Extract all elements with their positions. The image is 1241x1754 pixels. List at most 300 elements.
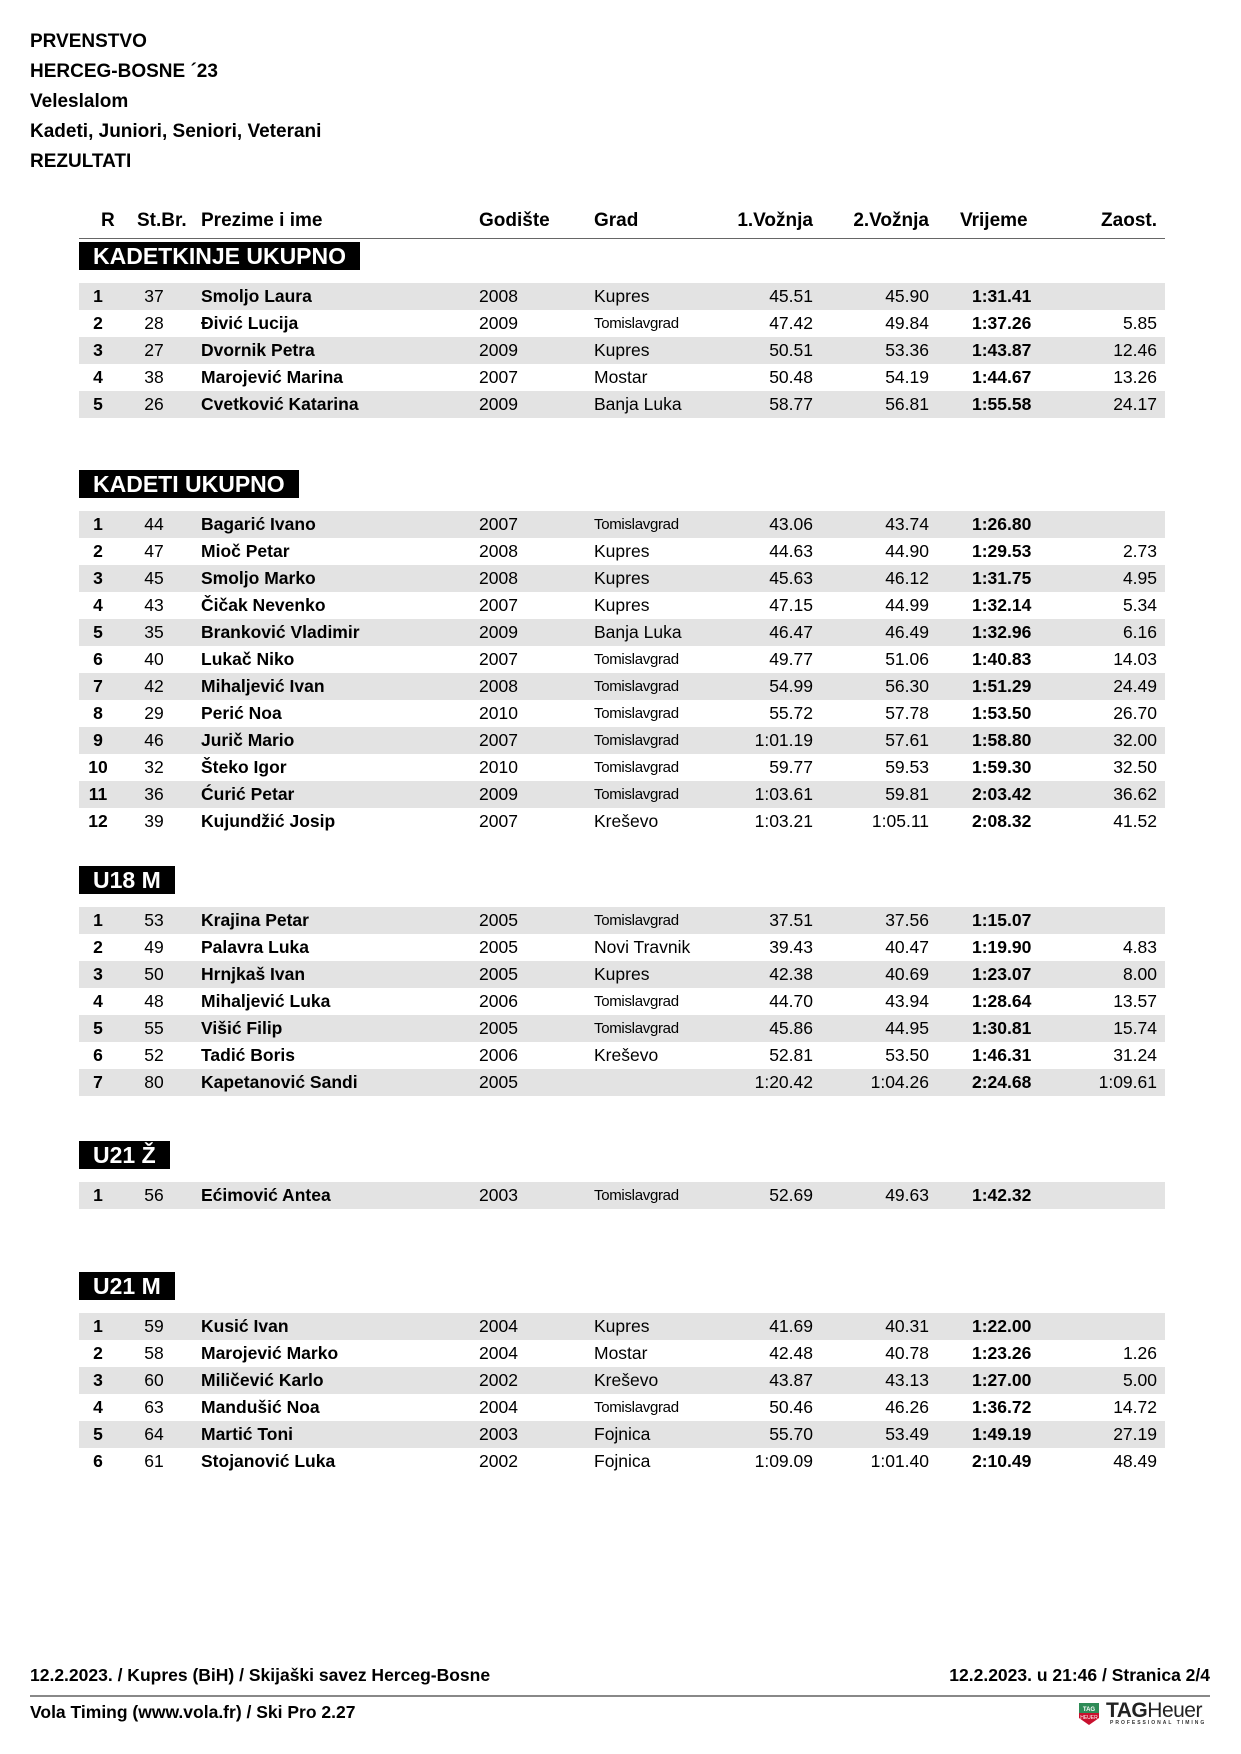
cell-time: 1:26.80 <box>972 514 1032 534</box>
cell-bib: 52 <box>144 1045 164 1065</box>
cell-city: Kupres <box>594 1316 650 1336</box>
cell-rank: 1 <box>93 514 103 534</box>
cell-diff: 27.19 <box>1113 1424 1157 1444</box>
cell-diff: 26.70 <box>1113 703 1157 723</box>
cell-rank: 4 <box>93 595 103 615</box>
cell-city: Tomislavgrad <box>594 912 679 929</box>
col-diff-header: Zaost. <box>1101 210 1157 231</box>
cell-run2: 40.47 <box>885 937 929 957</box>
cell-run2: 57.78 <box>885 703 929 723</box>
cell-run1: 52.81 <box>769 1045 813 1065</box>
cell-name: Miličević Karlo <box>201 1370 324 1390</box>
cell-time: 1:44.67 <box>972 367 1032 387</box>
cell-rank: 6 <box>93 1045 103 1065</box>
category-label: KADETKINJE UKUPNO <box>79 242 360 270</box>
cell-run1: 44.70 <box>769 991 813 1011</box>
cell-rank: 5 <box>93 622 103 642</box>
table-row <box>79 907 1165 934</box>
table-row <box>79 646 1165 673</box>
cell-year: 2008 <box>479 676 518 696</box>
table-row <box>79 1340 1165 1367</box>
cell-diff: 41.52 <box>1113 811 1157 831</box>
cell-year: 2003 <box>479 1424 518 1444</box>
cell-run1: 49.77 <box>769 649 813 669</box>
cell-name: Čičak Nevenko <box>201 595 326 615</box>
results-section <box>79 1141 1165 1205</box>
table-row <box>79 754 1165 781</box>
cell-time: 1:30.81 <box>972 1018 1032 1038</box>
title-line: REZULTATI <box>30 151 132 172</box>
cell-time: 2:03.42 <box>972 784 1032 804</box>
cell-diff: 8.00 <box>1122 964 1157 984</box>
results-section <box>79 866 1165 1092</box>
table-row <box>79 1313 1165 1340</box>
cell-name: Mihaljević Ivan <box>201 676 325 696</box>
svg-text:HEUER: HEUER <box>1080 1715 1098 1721</box>
cell-run1: 55.70 <box>769 1424 813 1444</box>
col-run1-header: 1.Vožnja <box>737 210 813 231</box>
table-row <box>79 511 1165 538</box>
cell-diff: 14.03 <box>1113 649 1157 669</box>
cell-diff: 2.73 <box>1122 541 1157 561</box>
cell-rank: 6 <box>93 649 103 669</box>
cell-city: Tomislavgrad <box>594 315 679 332</box>
cell-time: 1:23.26 <box>972 1343 1032 1363</box>
cell-year: 2007 <box>479 730 518 750</box>
cell-run2: 59.53 <box>885 757 929 777</box>
cell-run1: 47.15 <box>769 595 813 615</box>
cell-rank: 10 <box>88 757 108 777</box>
cell-run2: 43.74 <box>885 514 929 534</box>
cell-city: Tomislavgrad <box>594 678 679 695</box>
cell-time: 1:58.80 <box>972 730 1032 750</box>
cell-rank: 2 <box>93 1343 103 1363</box>
cell-run1: 1:09.09 <box>754 1451 813 1471</box>
cell-time: 1:59.30 <box>972 757 1032 777</box>
table-row <box>79 364 1165 391</box>
results-table <box>79 1182 1165 1209</box>
cell-run2: 53.36 <box>885 340 929 360</box>
cell-name: Palavra Luka <box>201 937 309 957</box>
cell-rank: 12 <box>88 811 108 831</box>
cell-name: Tadić Boris <box>201 1045 296 1065</box>
cell-run2: 43.94 <box>885 991 929 1011</box>
cell-rank: 3 <box>93 1370 103 1390</box>
tagheuer-wordmark: TAGHeuer <box>1106 1699 1202 1722</box>
footer-page-info: 12.2.2023. u 21:46 / Stranica 2/4 <box>949 1665 1210 1685</box>
cell-diff: 48.49 <box>1113 1451 1157 1471</box>
table-row <box>79 781 1165 808</box>
cell-rank: 4 <box>93 367 103 387</box>
cell-time: 1:42.32 <box>972 1185 1032 1205</box>
cell-name: Marojević Marko <box>201 1343 339 1363</box>
cell-time: 1:43.87 <box>972 340 1032 360</box>
results-section <box>79 470 1165 831</box>
col-rank-header: R <box>101 210 115 231</box>
cell-run1: 1:03.61 <box>754 784 813 804</box>
cell-bib: 35 <box>144 622 164 642</box>
cell-bib: 60 <box>144 1370 164 1390</box>
table-row <box>79 337 1165 364</box>
cell-city: Banja Luka <box>594 394 682 414</box>
col-bib-header: St.Br. <box>137 210 187 231</box>
results-table <box>79 511 1165 835</box>
cell-city: Fojnica <box>594 1424 651 1444</box>
cell-city: Tomislavgrad <box>594 516 679 533</box>
cell-run1: 43.06 <box>769 514 813 534</box>
table-row <box>79 619 1165 646</box>
cell-name: Marojević Marina <box>201 367 343 387</box>
category-label: U21 Ž <box>79 1141 170 1169</box>
cell-diff: 31.24 <box>1113 1045 1157 1065</box>
cell-bib: 46 <box>144 730 164 750</box>
cell-year: 2009 <box>479 394 518 414</box>
results-section <box>79 1272 1165 1471</box>
cell-rank: 2 <box>93 313 103 333</box>
title-line: HERCEG-BOSNE ´23 <box>30 61 218 82</box>
title-line: Veleslalom <box>30 91 129 112</box>
cell-run1: 55.72 <box>769 703 813 723</box>
table-row <box>79 673 1165 700</box>
cell-name: Mandušić Noa <box>201 1397 320 1417</box>
results-table <box>79 1313 1165 1475</box>
cell-run2: 57.61 <box>885 730 929 750</box>
footer-software: Vola Timing (www.vola.fr) / Ski Pro 2.27 <box>30 1702 356 1722</box>
cell-run1: 1:03.21 <box>754 811 813 831</box>
cell-bib: 39 <box>144 811 164 831</box>
cell-city: Kupres <box>594 541 650 561</box>
cell-name: Smoljo Laura <box>201 286 312 306</box>
cell-rank: 5 <box>93 1018 103 1038</box>
cell-year: 2007 <box>479 514 518 534</box>
cell-year: 2006 <box>479 991 518 1011</box>
cell-time: 1:32.14 <box>972 595 1032 615</box>
cell-year: 2010 <box>479 757 518 777</box>
cell-time: 1:31.75 <box>972 568 1032 588</box>
cell-rank: 7 <box>93 1072 103 1092</box>
cell-year: 2007 <box>479 649 518 669</box>
cell-diff: 5.00 <box>1122 1370 1157 1390</box>
cell-diff: 13.26 <box>1113 367 1157 387</box>
cell-city: Tomislavgrad <box>594 1020 679 1037</box>
cell-run1: 58.77 <box>769 394 813 414</box>
cell-bib: 47 <box>144 541 164 561</box>
cell-bib: 49 <box>144 937 164 957</box>
table-row <box>79 1421 1165 1448</box>
cell-run1: 45.63 <box>769 568 813 588</box>
table-row <box>79 391 1165 418</box>
category-label: U21 M <box>79 1272 175 1300</box>
cell-run2: 44.90 <box>885 541 929 561</box>
cell-time: 1:28.64 <box>972 991 1032 1011</box>
cell-year: 2004 <box>479 1397 518 1417</box>
cell-diff: 32.00 <box>1113 730 1157 750</box>
cell-diff: 1.26 <box>1122 1343 1157 1363</box>
cell-run2: 40.31 <box>885 1316 929 1336</box>
cell-name: Jurič Mario <box>201 730 295 750</box>
cell-name: Mihaljević Luka <box>201 991 331 1011</box>
table-row <box>79 934 1165 961</box>
cell-name: Ćurić Petar <box>201 784 295 804</box>
tagheuer-shield-icon <box>1078 1702 1100 1726</box>
cell-bib: 44 <box>144 514 164 534</box>
cell-city: Tomislavgrad <box>594 1399 679 1416</box>
cell-city: Kupres <box>594 595 650 615</box>
cell-city: Tomislavgrad <box>594 993 679 1010</box>
cell-run1: 45.86 <box>769 1018 813 1038</box>
cell-name: Lukač Niko <box>201 649 295 669</box>
cell-rank: 8 <box>93 703 103 723</box>
cell-city: Tomislavgrad <box>594 732 679 749</box>
cell-city: Mostar <box>594 1343 648 1363</box>
cell-year: 2008 <box>479 541 518 561</box>
cell-year: 2005 <box>479 937 518 957</box>
table-row <box>79 1015 1165 1042</box>
cell-time: 1:53.50 <box>972 703 1032 723</box>
cell-run1: 42.48 <box>769 1343 813 1363</box>
cell-year: 2008 <box>479 568 518 588</box>
col-year-header: Godište <box>479 210 550 231</box>
cell-city: Tomislavgrad <box>594 651 679 668</box>
cell-time: 2:08.32 <box>972 811 1032 831</box>
cell-rank: 5 <box>93 1424 103 1444</box>
cell-year: 2009 <box>479 340 518 360</box>
cell-year: 2004 <box>479 1316 518 1336</box>
cell-bib: 63 <box>144 1397 164 1417</box>
title-line: Kadeti, Juniori, Seniori, Veterani <box>30 121 322 142</box>
cell-run1: 1:01.19 <box>754 730 813 750</box>
cell-time: 1:40.83 <box>972 649 1032 669</box>
cell-name: Kapetanović Sandi <box>201 1072 358 1092</box>
table-row <box>79 961 1165 988</box>
cell-run2: 43.13 <box>885 1370 929 1390</box>
table-row <box>79 700 1165 727</box>
cell-city: Tomislavgrad <box>594 786 679 803</box>
cell-name: Hrnjkaš Ivan <box>201 964 306 984</box>
cell-run1: 45.51 <box>769 286 813 306</box>
cell-name: Višić Filip <box>201 1018 283 1038</box>
cell-bib: 38 <box>144 367 164 387</box>
cell-diff: 32.50 <box>1113 757 1157 777</box>
cell-run1: 39.43 <box>769 937 813 957</box>
cell-time: 1:32.96 <box>972 622 1032 642</box>
cell-city: Novi Travnik <box>594 937 691 957</box>
cell-run2: 45.90 <box>885 286 929 306</box>
cell-year: 2009 <box>479 313 518 333</box>
cell-name: Smoljo Marko <box>201 568 316 588</box>
cell-diff: 36.62 <box>1113 784 1157 804</box>
cell-name: Perić Noa <box>201 703 282 723</box>
cell-time: 1:46.31 <box>972 1045 1032 1065</box>
cell-run2: 1:05.11 <box>871 811 929 831</box>
cell-year: 2007 <box>479 595 518 615</box>
table-row <box>79 808 1165 835</box>
cell-rank: 9 <box>93 730 103 750</box>
cell-bib: 36 <box>144 784 164 804</box>
cell-diff: 12.46 <box>1113 340 1157 360</box>
cell-city: Banja Luka <box>594 622 682 642</box>
cell-run1: 54.99 <box>769 676 813 696</box>
cell-time: 1:55.58 <box>972 394 1032 414</box>
table-row <box>79 1042 1165 1069</box>
cell-run2: 49.84 <box>885 313 929 333</box>
cell-name: Bagarić Ivano <box>201 514 316 534</box>
cell-year: 2007 <box>479 811 518 831</box>
cell-bib: 27 <box>144 340 164 360</box>
cell-time: 2:10.49 <box>972 1451 1032 1471</box>
title-line: PRVENSTVO <box>30 31 147 52</box>
col-city-header: Grad <box>594 210 639 231</box>
cell-time: 1:49.19 <box>972 1424 1032 1444</box>
cell-run1: 43.87 <box>769 1370 813 1390</box>
cell-run1: 52.69 <box>769 1185 813 1205</box>
table-row <box>79 538 1165 565</box>
cell-name: Cvetković Katarina <box>201 394 359 414</box>
cell-city: Kupres <box>594 568 650 588</box>
cell-diff: 15.74 <box>1113 1018 1157 1038</box>
cell-year: 2005 <box>479 1072 518 1092</box>
tagheuer-tagline: PROFESSIONAL TIMING <box>1110 1720 1207 1726</box>
cell-time: 1:22.00 <box>972 1316 1032 1336</box>
svg-text:TAG: TAG <box>1082 1707 1096 1713</box>
cell-name: Đivić Lucija <box>201 313 299 333</box>
table-row <box>79 310 1165 337</box>
cell-time: 1:37.26 <box>972 313 1032 333</box>
cell-run2: 49.63 <box>885 1185 929 1205</box>
cell-time: 1:31.41 <box>972 286 1032 306</box>
cell-time: 1:36.72 <box>972 1397 1032 1417</box>
cell-rank: 5 <box>93 394 103 414</box>
cell-bib: 32 <box>144 757 164 777</box>
cell-name: Mioč Petar <box>201 541 290 561</box>
cell-diff: 5.34 <box>1122 595 1157 615</box>
table-header <box>79 208 1165 239</box>
cell-city: Kupres <box>594 340 650 360</box>
cell-year: 2005 <box>479 964 518 984</box>
cell-run2: 40.69 <box>885 964 929 984</box>
cell-time: 1:15.07 <box>972 910 1032 930</box>
cell-name: Branković Vladimir <box>201 622 360 642</box>
cell-year: 2002 <box>479 1370 518 1390</box>
cell-rank: 7 <box>93 676 103 696</box>
cell-bib: 26 <box>144 394 164 414</box>
cell-year: 2005 <box>479 1018 518 1038</box>
cell-run2: 53.50 <box>885 1045 929 1065</box>
cell-time: 1:23.07 <box>972 964 1032 984</box>
cell-rank: 2 <box>93 937 103 957</box>
cell-city: Tomislavgrad <box>594 759 679 776</box>
cell-run1: 47.42 <box>769 313 813 333</box>
cell-run2: 44.95 <box>885 1018 929 1038</box>
cell-rank: 1 <box>93 1316 103 1336</box>
cell-run1: 46.47 <box>769 622 813 642</box>
results-table <box>79 283 1165 418</box>
cell-year: 2004 <box>479 1343 518 1363</box>
cell-year: 2002 <box>479 1451 518 1471</box>
footer-event-info: 12.2.2023. / Kupres (BiH) / Skijaški savez Herceg-Bosne <box>30 1665 491 1685</box>
cell-bib: 56 <box>144 1185 164 1205</box>
cell-bib: 59 <box>144 1316 164 1336</box>
table-row <box>79 283 1165 310</box>
table-row <box>79 727 1165 754</box>
cell-time: 1:51.29 <box>972 676 1032 696</box>
cell-rank: 1 <box>93 910 103 930</box>
cell-rank: 3 <box>93 568 103 588</box>
cell-diff: 14.72 <box>1113 1397 1157 1417</box>
table-row <box>79 1182 1165 1209</box>
cell-bib: 80 <box>144 1072 164 1092</box>
cell-run1: 1:20.42 <box>754 1072 813 1092</box>
cell-time: 1:29.53 <box>972 541 1032 561</box>
cell-diff: 4.83 <box>1122 937 1157 957</box>
cell-bib: 53 <box>144 910 164 930</box>
cell-run1: 50.48 <box>769 367 813 387</box>
cell-bib: 58 <box>144 1343 164 1363</box>
cell-run2: 56.30 <box>885 676 929 696</box>
col-time-header: Vrijeme <box>960 210 1028 231</box>
cell-run1: 50.51 <box>769 340 813 360</box>
cell-run2: 59.81 <box>885 784 929 804</box>
results-section <box>79 242 1165 414</box>
cell-run2: 46.49 <box>885 622 929 642</box>
cell-diff: 13.57 <box>1113 991 1157 1011</box>
cell-city: Tomislavgrad <box>594 1187 679 1204</box>
table-row <box>79 1448 1165 1475</box>
cell-name: Dvornik Petra <box>201 340 315 360</box>
cell-name: Ećimović Antea <box>201 1185 331 1205</box>
cell-rank: 4 <box>93 1397 103 1417</box>
cell-name: Kujundžić Josip <box>201 811 336 831</box>
cell-year: 2008 <box>479 286 518 306</box>
cell-diff: 6.16 <box>1122 622 1157 642</box>
cell-city: Fojnica <box>594 1451 651 1471</box>
cell-bib: 55 <box>144 1018 164 1038</box>
cell-run1: 50.46 <box>769 1397 813 1417</box>
table-row <box>79 1367 1165 1394</box>
cell-run2: 1:04.26 <box>870 1072 929 1092</box>
cell-rank: 3 <box>93 340 103 360</box>
cell-name: Krajina Petar <box>201 910 309 930</box>
cell-rank: 6 <box>93 1451 103 1471</box>
cell-rank: 1 <box>93 286 103 306</box>
cell-run2: 53.49 <box>885 1424 929 1444</box>
cell-time: 1:27.00 <box>972 1370 1032 1390</box>
cell-run2: 54.19 <box>885 367 929 387</box>
cell-run1: 37.51 <box>769 910 813 930</box>
table-row <box>79 1394 1165 1421</box>
col-name-header: Prezime i ime <box>201 210 323 231</box>
cell-bib: 40 <box>144 649 164 669</box>
cell-bib: 29 <box>144 703 164 723</box>
cell-rank: 1 <box>93 1185 103 1205</box>
cell-bib: 61 <box>144 1451 164 1471</box>
cell-city: Kreševo <box>594 811 659 831</box>
tagheuer-logo <box>1078 1700 1210 1728</box>
cell-rank: 11 <box>88 784 108 804</box>
cell-run1: 44.63 <box>769 541 813 561</box>
category-label: U18 M <box>79 866 175 894</box>
results-table <box>79 907 1165 1096</box>
cell-run2: 56.81 <box>885 394 929 414</box>
document-title <box>30 27 321 177</box>
cell-year: 2009 <box>479 784 518 804</box>
cell-run2: 46.12 <box>885 568 929 588</box>
col-run2-header: 2.Vožnja <box>853 210 929 231</box>
cell-bib: 48 <box>144 991 164 1011</box>
cell-diff: 1:09.61 <box>1098 1072 1157 1092</box>
cell-run2: 1:01.40 <box>870 1451 929 1471</box>
table-row <box>79 988 1165 1015</box>
